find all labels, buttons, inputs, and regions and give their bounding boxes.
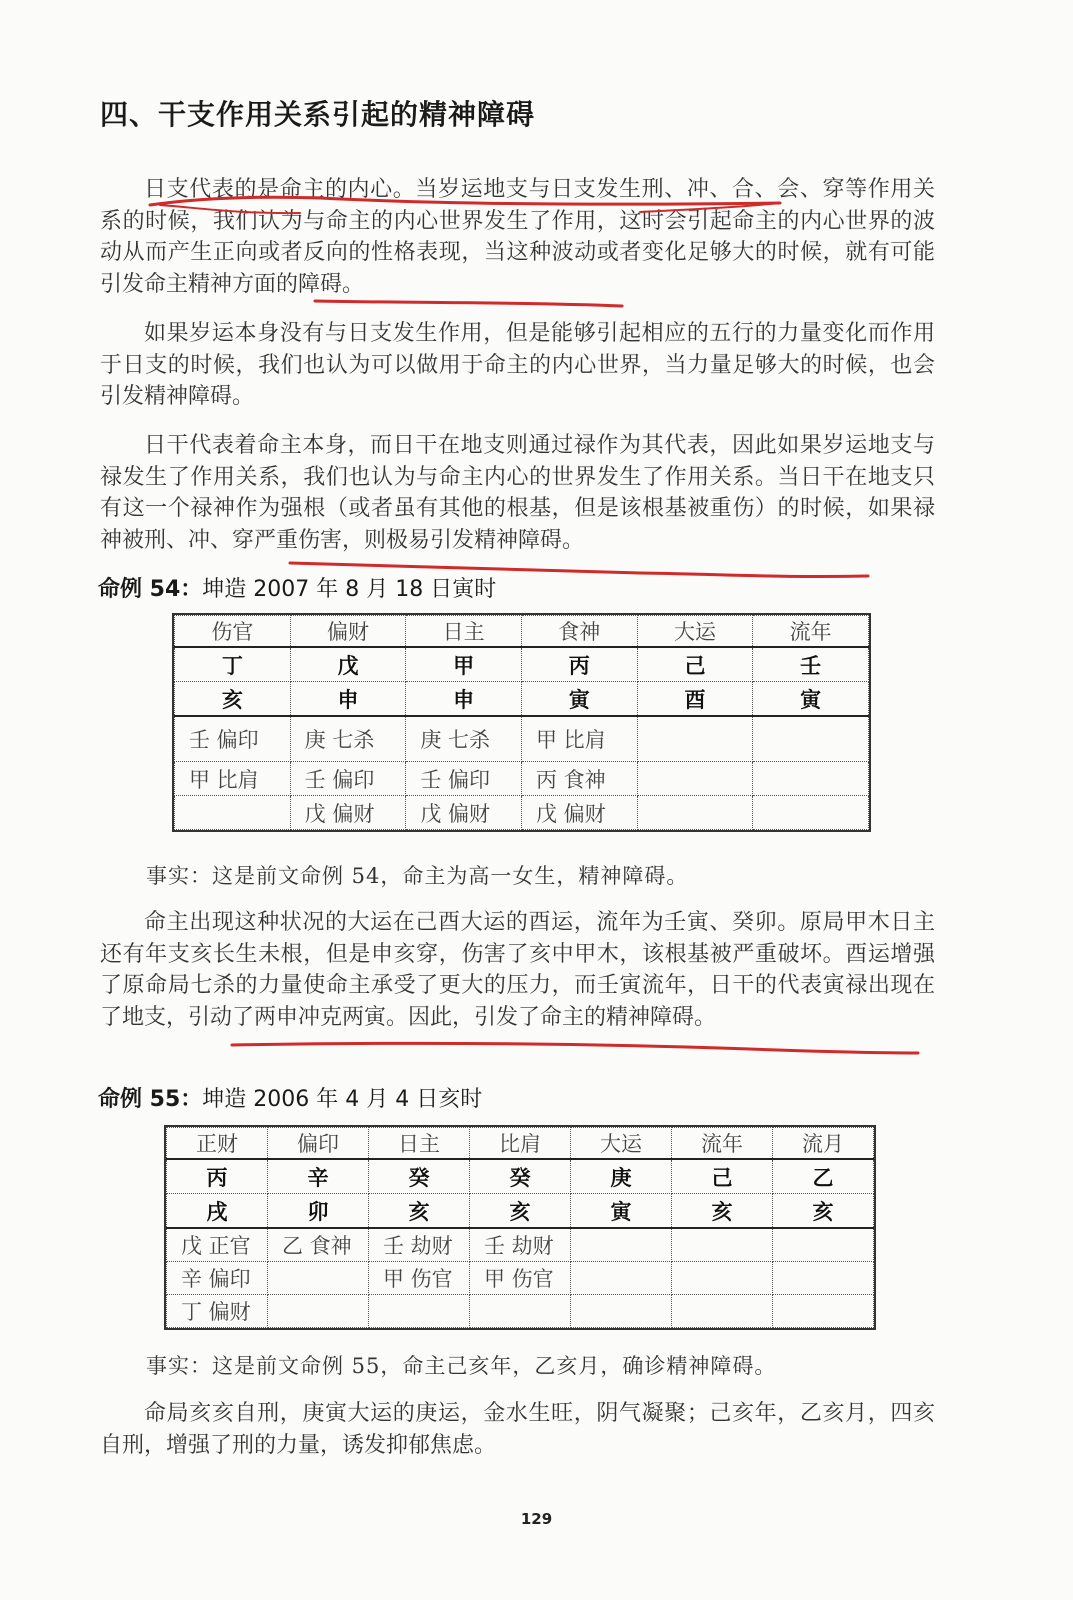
- case-54-branch-cell: 寅: [753, 682, 869, 717]
- case-55-header-cell: 流月: [773, 1128, 874, 1160]
- case-54-analysis: 命主出现这种状况的大运在己酉大运的酉运，流年为壬寅、癸卯。原局甲木日主还有年支亥长生未根，但是申亥穿，伤害了亥中甲木，该根基被严重破坏。酉运增强了原命局七杀的力量使命主承受了更大的压力，而壬寅流年，日干的代表寅禄出现在了地支，引动了两申冲克两寅。因此，引发了命主的精神障碍。: [100, 910, 935, 1030]
- case-54-hidden-stem-cell: 甲 比肩: [521, 716, 637, 762]
- case-55-stem-cell: 癸: [470, 1159, 571, 1194]
- case-54-hidden-stem-cell: [753, 796, 869, 830]
- case-55-header-row: [167, 1128, 874, 1160]
- case-55-hidden-stem-cell: [773, 1295, 874, 1328]
- case-54-hidden-stem-cell: 壬 偏印: [175, 716, 291, 762]
- case-54-title: [98, 572, 496, 603]
- case-55-branch-cell: 亥: [773, 1194, 874, 1229]
- case-55-stem-cell: 癸: [369, 1159, 470, 1194]
- case-55-hidden-stem-cell: 甲 伤官: [369, 1262, 470, 1295]
- paragraph-3: 日干代表着命主本身，而日干在地支则通过禄作为其代表，因此如果岁运地支与禄发生了作用关系，我们也认为与命主内心的世界发生了作用关系。当日干在地支只有这一个禄神作为强根（或者虽有其他的根基，但是该根基被重伤）的时候，如果禄神被刑、冲、穿严重伤害，则极易引发精神障碍。: [100, 433, 935, 553]
- case-55-hidden-row: [167, 1295, 874, 1328]
- case-54-branch-cell: 寅: [521, 682, 637, 717]
- case-54-branch-cell: 酉: [637, 682, 753, 717]
- case-55-hidden-stem-cell: [571, 1228, 672, 1262]
- case-55-title: [98, 1082, 482, 1113]
- case-55-stem-cell: 丙: [167, 1159, 268, 1194]
- case-55-header-cell: 大运: [571, 1128, 672, 1160]
- case-54-header-cell: 日主: [406, 616, 522, 648]
- case-55-header-cell: 正财: [167, 1128, 268, 1160]
- case-54-hidden-stem-cell: [753, 716, 869, 762]
- page-number: 129: [520, 1510, 553, 1528]
- case-54-hidden-stem-cell: 庚 七杀: [290, 716, 406, 762]
- case-55-branch-cell: 亥: [470, 1194, 571, 1229]
- case-54-branch-row: [175, 682, 869, 717]
- case-55-hidden-stem-cell: [672, 1228, 773, 1262]
- paragraph-1: 日支代表的是命主的内心。当岁运地支与日支发生刑、冲、合、会、穿等作用关系的时候，我们认为与命主的内心世界发生了作用，这时会引起命主的内心世界的波动从而产生正向或者反向的性格表现，当这种波动或者变化足够大的时候，就有可能引发命主精神方面的障碍。: [100, 177, 935, 297]
- case-54-hidden-row: [175, 762, 869, 796]
- case-54-hidden-stem-cell: [637, 796, 753, 830]
- case-54-hidden-stem-cell: 戊 偏财: [521, 796, 637, 830]
- case-55-chart: [166, 1127, 874, 1328]
- case-55-hidden-stem-cell: [571, 1262, 672, 1295]
- case-55-analysis: 命局亥亥自刑，庚寅大运的庚运，金水生旺，阴气凝聚；己亥年，乙亥月，四亥自刑，增强了刑的力量，诱发抑郁焦虑。: [100, 1401, 935, 1458]
- case-54-stem-row: [175, 647, 869, 682]
- case-55-hidden-stem-cell: 丁 偏财: [167, 1295, 268, 1328]
- case-54-branch-cell: 申: [406, 682, 522, 717]
- case-55-hidden-row: [167, 1262, 874, 1295]
- case-55-stem-cell: 庚: [571, 1159, 672, 1194]
- case-55-branch-cell: 亥: [672, 1194, 773, 1229]
- section-heading: 四、干支作用关系引起的精神障碍: [100, 98, 536, 131]
- case-55-branch-row: [167, 1194, 874, 1229]
- case-54-stem-cell: 丁: [175, 647, 291, 682]
- case-54-fact: 事实：这是前文命例 54，命主为高一女生，精神障碍。: [146, 864, 689, 888]
- case-54-hidden-stem-cell: [175, 796, 291, 830]
- case-55-hidden-stem-cell: [571, 1295, 672, 1328]
- case-55-fact: 事实：这是前文命例 55，命主己亥年，乙亥月，确诊精神障碍。: [146, 1354, 777, 1378]
- case-54-header-cell: 大运: [637, 616, 753, 648]
- case-55-hidden-stem-cell: 乙 食神: [268, 1228, 369, 1262]
- case-54-hidden-stem-cell: [637, 716, 753, 762]
- case-55-desc: 坤造 2006 年 4 月 4 日亥时: [202, 1087, 483, 1112]
- case-54-hidden-row: [175, 796, 869, 830]
- case-54-hidden-stem-cell: 戊 偏财: [406, 796, 522, 830]
- case-55-hidden-stem-cell: [268, 1262, 369, 1295]
- paragraph-2: 如果岁运本身没有与日支发生作用，但是能够引起相应的五行的力量变化而作用于日支的时候，我们也认为可以做用于命主的内心世界，当力量足够大的时候，也会引发精神障碍。: [100, 321, 935, 409]
- case-55-stem-row: [167, 1159, 874, 1194]
- case-54-hidden-stem-cell: [637, 762, 753, 796]
- case-55-stem-cell: 己: [672, 1159, 773, 1194]
- case-55-hidden-stem-cell: 甲 伤官: [470, 1262, 571, 1295]
- case-54-desc: 坤造 2007 年 8 月 18 日寅时: [202, 577, 497, 602]
- case-54-header-cell: 流年: [753, 616, 869, 648]
- case-55-branch-cell: 卯: [268, 1194, 369, 1229]
- case-55-hidden-stem-cell: 戊 正官: [167, 1228, 268, 1262]
- case-54-hidden-stem-cell: 庚 七杀: [406, 716, 522, 762]
- case-55-hidden-stem-cell: [773, 1228, 874, 1262]
- case-55-hidden-stem-cell: [369, 1295, 470, 1328]
- case-55-header-cell: 偏印: [268, 1128, 369, 1160]
- case-55-branch-cell: 戌: [167, 1194, 268, 1229]
- case-55-stem-cell: 辛: [268, 1159, 369, 1194]
- case-54-hidden-row: [175, 716, 869, 762]
- case-54-stem-cell: 甲: [406, 647, 522, 682]
- case-55-hidden-stem-cell: [470, 1295, 571, 1328]
- case-54-stem-cell: 丙: [521, 647, 637, 682]
- case-54-branch-cell: 申: [290, 682, 406, 717]
- case-54-hidden-stem-cell: 丙 食神: [521, 762, 637, 796]
- case-54-hidden-stem-cell: 甲 比肩: [175, 762, 291, 796]
- case-54-chart: [174, 615, 869, 830]
- case-54-header-row: [175, 616, 869, 648]
- case-55-hidden-stem-cell: [672, 1295, 773, 1328]
- case-54-stem-cell: 己: [637, 647, 753, 682]
- case-54-stem-cell: 戊: [290, 647, 406, 682]
- case-55-hidden-stem-cell: [773, 1262, 874, 1295]
- case-54-branch-cell: 亥: [175, 682, 291, 717]
- case-54-hidden-stem-cell: 壬 偏印: [290, 762, 406, 796]
- case-55-branch-cell: 寅: [571, 1194, 672, 1229]
- case-54-label: 命例 54：: [98, 577, 203, 602]
- case-54-hidden-stem-cell: 戊 偏财: [290, 796, 406, 830]
- case-55-hidden-stem-cell: 壬 劫财: [369, 1228, 470, 1262]
- case-55-hidden-stem-cell: 辛 偏印: [167, 1262, 268, 1295]
- case-54-stem-cell: 壬: [753, 647, 869, 682]
- case-54-header-cell: 偏财: [290, 616, 406, 648]
- case-55-header-cell: 日主: [369, 1128, 470, 1160]
- underline-4: [315, 301, 622, 306]
- case-55-stem-cell: 乙: [773, 1159, 874, 1194]
- case-55-header-cell: 比肩: [470, 1128, 571, 1160]
- case-55-hidden-stem-cell: [672, 1262, 773, 1295]
- case-55-hidden-stem-cell: [268, 1295, 369, 1328]
- case-55-branch-cell: 亥: [369, 1194, 470, 1229]
- case-54-header-cell: 伤官: [175, 616, 291, 648]
- case-55-label: 命例 55：: [98, 1087, 203, 1112]
- case-54-hidden-stem-cell: 壬 偏印: [406, 762, 522, 796]
- case-55-header-cell: 流年: [672, 1128, 773, 1160]
- case-54-header-cell: 食神: [521, 616, 637, 648]
- case-55-hidden-stem-cell: 壬 劫财: [470, 1228, 571, 1262]
- underline-6: [232, 1043, 918, 1053]
- case-55-hidden-row: [167, 1228, 874, 1262]
- case-54-hidden-stem-cell: [753, 762, 869, 796]
